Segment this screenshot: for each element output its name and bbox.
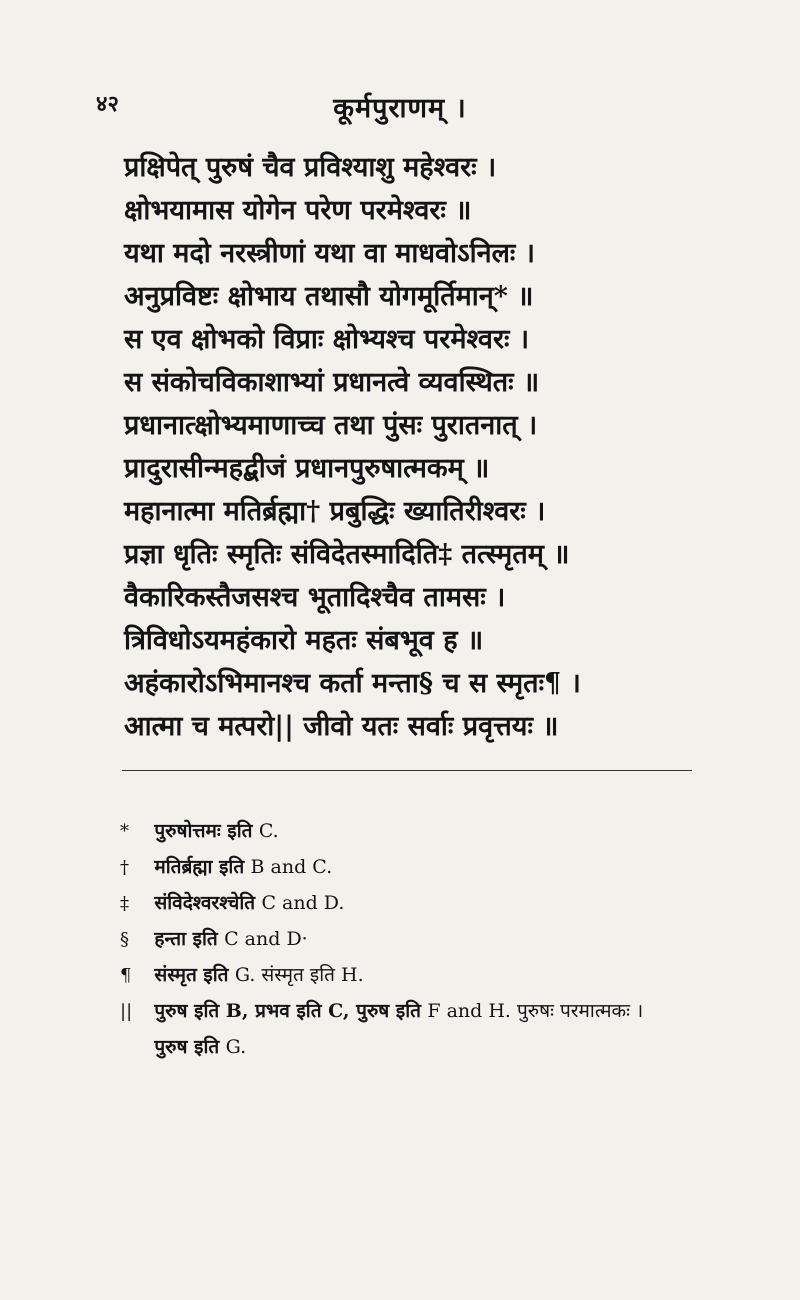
verse-line: अहंकारोऽभिमानश्च कर्ता मन्ता§ च स स्मृतः¶ । (124, 668, 581, 699)
footnote-text: संस्मृत इति (154, 964, 229, 986)
footnote-source: B and C. (250, 856, 333, 878)
footnote (120, 884, 720, 920)
footnote (120, 920, 720, 956)
running-title: कूर्मपुराणम् । (333, 93, 467, 124)
footnotes (120, 812, 720, 1064)
footnote-source: G. (225, 1036, 247, 1058)
page-header (0, 88, 800, 128)
footnote-source: C and D. (261, 892, 345, 914)
verse-line: वैकारिकस्तैजसश्च भूतादिश्चैव तामसः । (124, 582, 506, 613)
footnote (120, 956, 720, 992)
verse-line: त्रिविधोऽयमहंकारो महतः संबभूव ह ॥ (124, 625, 484, 656)
verse-line: प्रक्षिपेत् पुरुषं चैव प्रविश्याशु महेश्वरः । (124, 152, 497, 183)
footnote (120, 812, 720, 848)
footnote-text: पुरुषोत्तमः इति (154, 820, 253, 842)
footnote (120, 992, 720, 1028)
verse-line: प्रज्ञा धृतिः स्मृतिः संविदेतस्मादिति‡ तत्स्मृतम् ॥ (124, 539, 570, 570)
footnote-mark: ¶ (120, 965, 132, 986)
footnote-text: हन्ता इति (154, 928, 218, 950)
footnote-mark: § (120, 929, 129, 950)
footnote-divider (122, 770, 692, 771)
footnote (120, 848, 720, 884)
verse-line: अनुप्रविष्टः क्षोभाय तथासौ योगमूर्तिमान्* ॥ (124, 281, 534, 312)
verse-line: आत्मा च मत्परो|| जीवो यतः सर्वाः प्रवृत्तयः ॥ (124, 711, 559, 742)
footnote-mark: || (120, 1001, 133, 1022)
footnote-text: संविदेश्वरश्चेति (154, 892, 256, 914)
footnote-mark: * (120, 821, 129, 842)
footnote-source: F and H. पुरुषः परमात्मकः । (427, 1000, 644, 1022)
verse-line: स एव क्षोभको विप्राः क्षोभ्यश्च परमेश्वरः । (124, 324, 530, 355)
verse-line: क्षोभयामास योगेन परेण परमेश्वरः ॥ (124, 195, 472, 226)
footnote-mark: ‡ (120, 893, 129, 914)
page-number: ४२ (96, 91, 119, 117)
verse-line: प्रधानात्क्षोभ्यमाणाच्च तथा पुंसः पुरातनात् । (124, 410, 538, 441)
footnote-text: मतिर्ब्रह्मा इति (154, 856, 245, 878)
footnote-text: पुरुष इति (154, 1036, 220, 1058)
verse-block (124, 146, 684, 748)
verse-line: यथा मदो नरस्त्रीणां यथा वा माधवोऽनिलः । (124, 238, 535, 269)
verse-line: महानात्मा मतिर्ब्रह्मा† प्रबुद्धिः ख्यातिरीश्वरः । (124, 496, 546, 527)
footnote (120, 1028, 720, 1064)
footnote-mark: † (120, 857, 129, 878)
footnote-source: C and D· (224, 928, 308, 950)
verse-line: स संकोचविकाशाभ्यां प्रधानत्वे व्यवस्थितः ॥ (124, 367, 540, 398)
footnote-text: पुरुष इति B, प्रभव इति C, पुरुष इति (154, 1000, 421, 1022)
footnote-source: G. संस्मृत इति H. (234, 964, 364, 986)
verse-line: प्रादुरासीन्महद्बीजं प्रधानपुरुषात्मकम् ॥ (124, 453, 490, 484)
footnote-source: C. (258, 820, 279, 842)
